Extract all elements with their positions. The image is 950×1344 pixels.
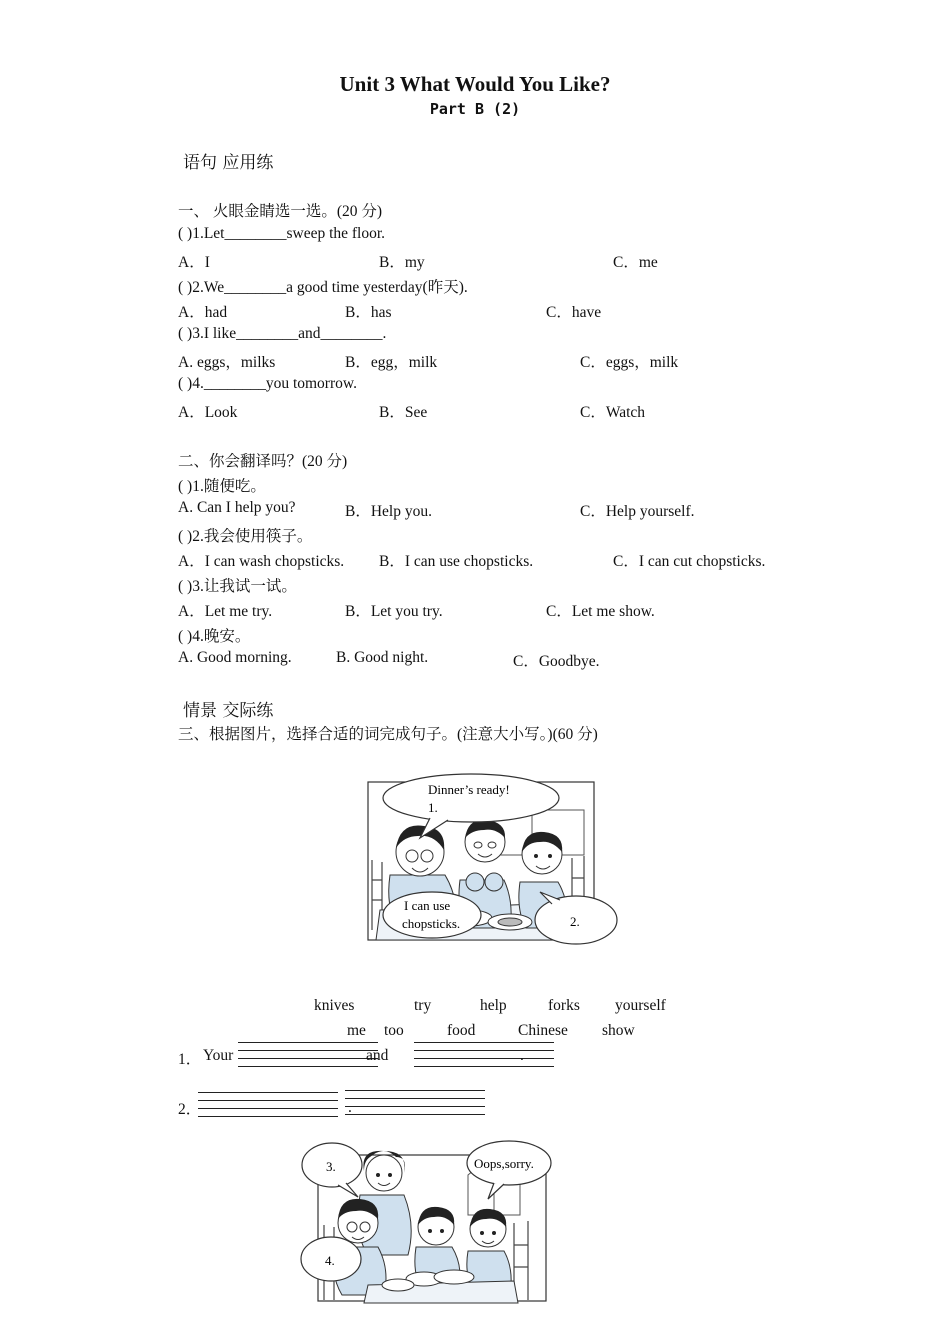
q2-item3-option-a: A．Let me try. [178,603,273,620]
word-bank-show: show [602,1022,635,1039]
bubble-number-3: 3. [326,1159,336,1174]
word-bank-me: me [347,1022,366,1039]
q2-item2-option-c: C．I can cut chopsticks. [613,553,766,570]
q1-item4-option-c: C．Watch [580,404,646,421]
writing-line[interactable] [414,1058,554,1059]
q2-item3-option-c: C．Let me show. [546,603,655,620]
q2-item2-stem: ( )2.我会使用筷子。 [178,528,313,545]
question3-heading: 三、根据图片，选择合适的词完成句子。(注意大小写。)(60 分) [178,726,598,743]
q1-item1-option-b: B．my [379,254,425,271]
writing-line[interactable] [238,1058,378,1059]
writing-line[interactable] [198,1116,338,1117]
writing-line[interactable] [238,1066,378,1067]
q1-item4-option-a: A．Look [178,404,238,421]
word-bank-knives: knives [314,997,355,1014]
word-bank-try: try [414,997,432,1014]
q1-item1-stem: ( )1.Let________sweep the floor. [178,225,386,242]
sentence2-period: . [348,1099,352,1116]
word-bank-help: help [480,997,507,1014]
sentence1-number: 1． [178,1051,202,1068]
dinner-table-illustration [360,770,622,950]
bubble-chopsticks-line2: chopsticks. [402,916,461,931]
q2-item3-option-b: B．Let you try. [345,603,443,620]
q1-item3-option-c: C．eggs，milk [580,354,679,371]
question2-heading: 二、你会翻译吗？(20 分) [178,453,348,470]
q2-item4-stem: ( )4.晚安。 [178,628,251,645]
word-bank-chinese: Chinese [518,1022,568,1039]
q2-item4-option-b: B. Good night. [336,649,429,666]
bubble-oops-sorry: Oops,sorry. [474,1156,534,1171]
sentence1-and: and [366,1047,389,1064]
q1-item2-stem: ( )2.We________a good time yesterday(昨天). [178,279,468,296]
q1-item2-option-b: B．has [345,304,392,321]
q2-item4-option-c: C．Goodbye. [513,653,600,670]
q2-item1-option-b: B．Help you. [345,503,432,520]
section-label-dialogue: 情景 交际练 [183,701,274,721]
sentence1-period: . [520,1047,524,1064]
q1-item4-stem: ( )4.________you tomorrow. [178,375,357,392]
q1-item1-option-c: C．me [613,254,658,271]
q1-item1-option-a: A．I [178,254,210,271]
writing-line[interactable] [345,1098,485,1099]
q1-item3-option-b: B．egg，milk [345,354,438,371]
writing-line[interactable] [238,1042,378,1043]
q1-item3-option-a: A. eggs，milks [178,354,276,371]
q2-item1-stem: ( )1.随便吃。 [178,478,266,495]
q2-item1-option-c: C．Help yourself. [580,503,695,520]
q2-item3-stem: ( )3.让我试一试。 [178,578,297,595]
writing-line[interactable] [345,1106,485,1107]
sentence1-your: Your [203,1047,234,1064]
q2-item2-option-b: B．I can use chopsticks. [379,553,534,570]
bubble-dinners-ready: Dinner’s ready! [428,782,510,797]
word-bank-food: food [447,1022,476,1039]
writing-line[interactable] [198,1092,338,1093]
word-bank-forks: forks [548,997,580,1014]
question1-heading: 一、 火眼金睛选一选。(20 分) [178,203,383,220]
bubble-right-number: 2. [570,914,580,929]
bubble-top-number: 1. [428,800,438,815]
writing-line[interactable] [198,1100,338,1101]
q1-item2-option-c: C．have [546,304,602,321]
q2-item1-option-a: A. Can I help you? [178,499,296,516]
family-meal-illustration [298,1135,558,1305]
writing-line[interactable] [345,1090,485,1091]
q1-item3-stem: ( )3.I like________and________. [178,325,387,342]
sentence2-number: 2． [178,1101,202,1118]
page-title: Unit 3 What Would You Like? [339,72,611,96]
q2-item2-option-a: A．I can wash chopsticks. [178,553,345,570]
writing-line[interactable] [198,1108,338,1109]
writing-line[interactable] [414,1050,554,1051]
writing-line[interactable] [414,1042,554,1043]
writing-line[interactable] [238,1050,378,1051]
section-label-practice: 语句 应用练 [183,153,274,173]
bubble-number-4: 4. [325,1253,335,1268]
q1-item4-option-b: B．See [379,404,428,421]
word-bank-too: too [384,1022,404,1039]
writing-line[interactable] [345,1114,485,1115]
page-subtitle: Part B (2) [429,100,521,118]
q1-item2-option-a: A．had [178,304,228,321]
writing-line[interactable] [414,1066,554,1067]
bubble-chopsticks-line1: I can use [404,898,451,913]
q2-item4-option-a: A. Good morning. [178,649,292,666]
word-bank-yourself: yourself [615,997,666,1014]
